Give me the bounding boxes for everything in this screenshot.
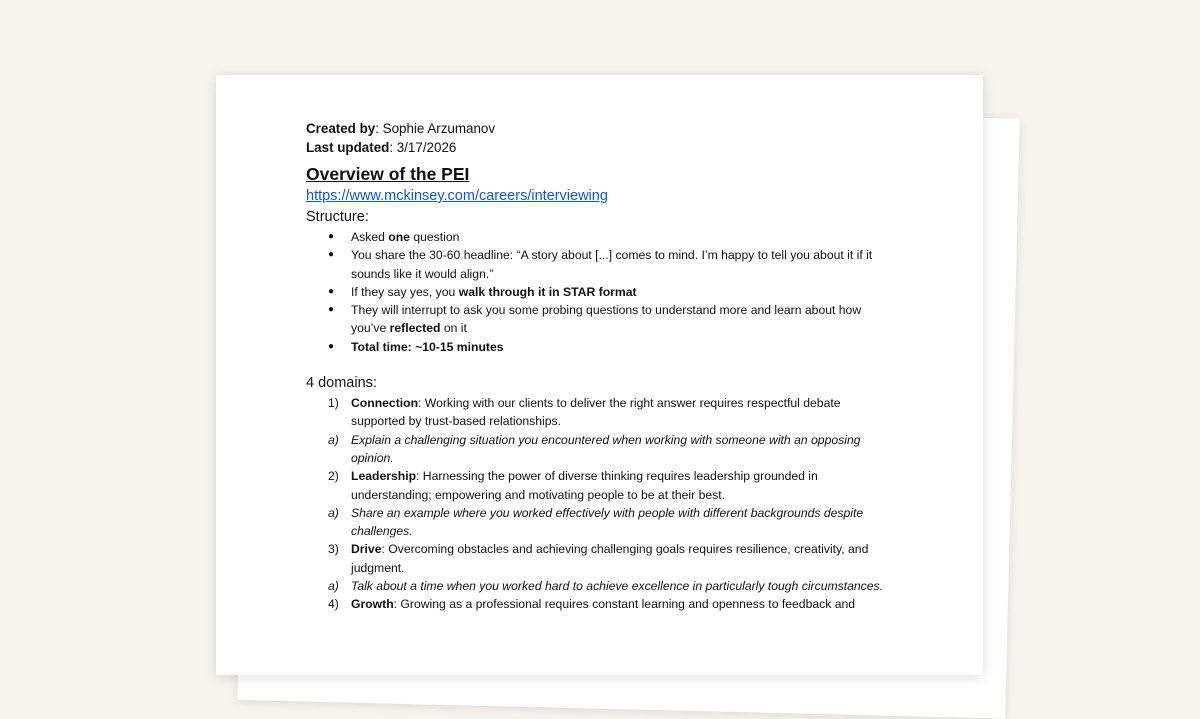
domain-title: Growth bbox=[351, 597, 394, 612]
bullet-icon: ● bbox=[328, 340, 335, 352]
domain-example bbox=[261, 577, 896, 595]
list-item bbox=[306, 283, 896, 301]
item-bold-text: Total time: ~10-15 minutes bbox=[351, 339, 504, 354]
last-updated-line bbox=[306, 138, 896, 157]
domains-label: 4 domains: bbox=[306, 375, 377, 392]
careers-link[interactable]: https://www.mckinsey.com/careers/interviewing bbox=[306, 188, 608, 204]
example-letter: a) bbox=[328, 432, 339, 447]
domain-number: 4) bbox=[328, 597, 339, 612]
example-letter: a) bbox=[328, 579, 339, 594]
item-bold-text: walk through it in STAR format bbox=[458, 284, 637, 299]
last-updated-value: : 3/17/2026 bbox=[389, 140, 457, 155]
item-text: You share the 30-60 headline: “A story about [...] comes to mind. I’m happy to tell you about it if it sounds like it would align.” bbox=[351, 248, 873, 281]
bullet-icon: ● bbox=[328, 231, 335, 242]
domain-item bbox=[306, 394, 896, 431]
domain-number: 3) bbox=[328, 542, 339, 557]
item-text: on it bbox=[440, 321, 467, 336]
item-bold-text: one bbox=[388, 230, 410, 244]
item-text: question bbox=[409, 230, 460, 244]
domain-number: 1) bbox=[328, 396, 339, 411]
list-item bbox=[306, 338, 896, 356]
created-by-line bbox=[306, 119, 896, 138]
domain-text: : Working with our clients to deliver the right answer requires respectful debate supported by trust-based relationships. bbox=[351, 396, 841, 429]
example-text: Explain a challenging situation you encountered when working with someone with an opposing opinion. bbox=[351, 432, 861, 465]
domain-text: : Overcoming obstacles and achieving challenging goals requires resilience, creativity, and judgment. bbox=[351, 542, 869, 575]
structure-list bbox=[306, 228, 896, 356]
document-content bbox=[306, 119, 896, 614]
structure-label: Structure: bbox=[306, 209, 369, 225]
item-text: If they say yes, you bbox=[351, 284, 459, 299]
domain-text: : Growing as a professional requires constant learning and openness to feedback and bbox=[393, 597, 856, 612]
bullet-icon: ● bbox=[328, 249, 335, 261]
domain-example bbox=[261, 431, 896, 468]
domain-example bbox=[261, 504, 896, 541]
created-by-label: Created by bbox=[306, 121, 376, 136]
created-by-value: : Sophie Arzumanov bbox=[375, 121, 496, 136]
list-item bbox=[306, 301, 896, 338]
item-text: Asked bbox=[351, 230, 389, 244]
spacer bbox=[306, 356, 896, 373]
document-page bbox=[216, 75, 983, 675]
domain-title: Drive bbox=[351, 542, 382, 557]
bullet-icon: ● bbox=[328, 285, 335, 297]
domain-item bbox=[306, 540, 896, 577]
bullet-icon: ● bbox=[328, 304, 335, 316]
domain-title: Connection bbox=[351, 396, 419, 411]
domain-text: : Harnessing the power of diverse thinking requires leadership grounded in understanding; empowering and motivating people to be at their best. bbox=[351, 469, 818, 502]
item-bold-text: reflected bbox=[389, 321, 441, 336]
domain-item bbox=[306, 467, 896, 504]
list-item bbox=[306, 228, 896, 246]
last-updated-label: Last updated bbox=[306, 140, 390, 155]
domain-number: 2) bbox=[328, 469, 339, 484]
example-text: Share an example where you worked effectively with people with different backgrounds despite challenges. bbox=[351, 505, 864, 539]
example-text: Talk about a time when you worked hard to achieve excellence in particularly tough circumstances. bbox=[351, 579, 884, 594]
domain-item bbox=[306, 595, 896, 613]
section-heading: Overview of the PEI bbox=[306, 164, 470, 184]
domain-title: Leadership bbox=[351, 469, 417, 484]
domains-list bbox=[306, 394, 896, 614]
example-letter: a) bbox=[328, 505, 339, 520]
list-item bbox=[306, 246, 896, 283]
item-text: They will interrupt to ask you some probing questions to understand more and learn about how you’ve bbox=[351, 303, 862, 336]
